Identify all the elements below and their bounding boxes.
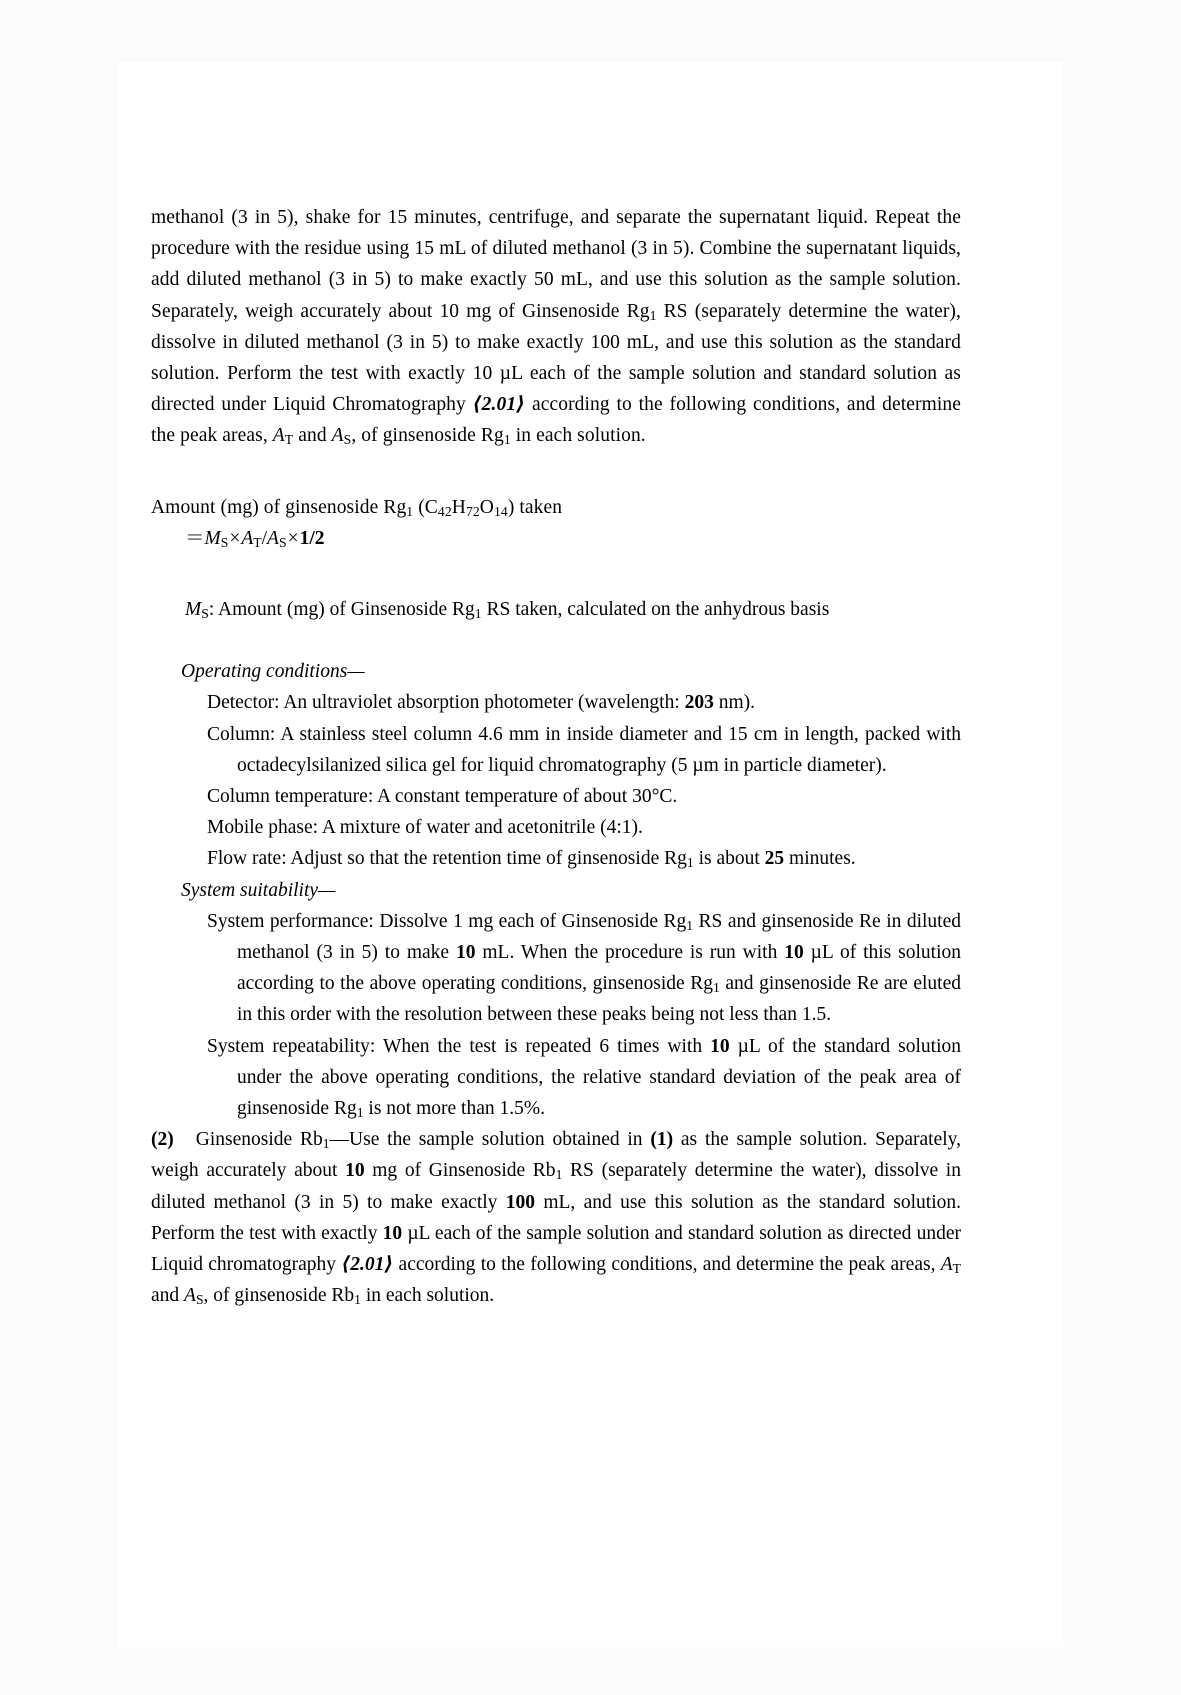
formula-equation: $=M_S\times A_T/A_S\times 1/2$	[185, 527, 325, 550]
page-margin-top	[0, 0, 1181, 62]
condition-column-temperature: Column temperature: A constant temperature of about 30°C.	[207, 786, 678, 808]
spacer	[151, 554, 961, 594]
page-margin-right	[1063, 0, 1181, 1695]
spacer	[151, 452, 961, 492]
page-margin-left	[0, 0, 118, 1695]
condition-mobile-phase: Mobile phase: A mixture of water and acetonitrile (4:1).	[207, 817, 643, 839]
suitability-system-repeatability: System repeatability: When the test is repeated 6 times with 10 µL of the standard solution under the above operating conditions, the relative standard deviation of the peak area of ginsenoside $Rg_1$ is not more than 1.5%.	[207, 1035, 961, 1121]
condition-detector: Detector: An ultraviolet absorption photometer (wavelength: 203 nm).	[207, 692, 756, 714]
text-column	[151, 202, 961, 1312]
intro-paragraph: methanol (3 in 5), shake for 15 minutes, centrifuge, and separate the supernatant liquid. Repeat the procedure with the residue using 15 mL of diluted methanol (3 in 5). Combine the supernatant liquids, add diluted methanol (3 in 5) to make exactly 50 mL, and use this solution as the sample solution. Separately, weigh accurately about 10 mg of Ginsenoside $Rg_1$ RS (separately determine the water), dissolve in diluted methanol (3 in 5) to make exactly 100 mL, and use this solution as the standard solution. Perform the test with exactly 10 µL each of the sample solution and standard solution as directed under Liquid Chromatography ⟨2.01⟩ according to the following conditions, and determine the peak areas, $A_T$ and $A_S$, of ginsenoside $Rg_1$ in each solution.	[151, 207, 962, 448]
condition-flow-rate: Flow rate: Adjust so that the retention time of ginsenoside $Rg_1$ is about 25 minutes.	[207, 848, 856, 871]
reference-2-01: ⟨2.01⟩	[472, 394, 526, 416]
spacer	[151, 625, 961, 656]
symbol-definition: $M_S$: Amount (mg) of Ginsenoside $Rg_1$ RS taken, calculated on the anhydrous basis	[185, 599, 830, 622]
system-suitability-heading: System suitability—	[181, 879, 336, 901]
reference-2-01-second: ⟨2.01⟩	[341, 1254, 394, 1276]
formula-title: Amount (mg) of ginsenoside $Rg_1$ $(C_{42}H_{72}O_{14})$ taken	[151, 496, 563, 519]
page-sheet	[118, 62, 1063, 1647]
suitability-system-performance: System performance: Dissolve 1 mg each of Ginsenoside $Rg_1$ RS and ginsenoside Re in diluted methanol (3 in 5) to make 10 mL. When the procedure is run with 10 µL of this solution according to the above operating conditions, ginsenoside $Rg_1$ and ginsenoside Re are eluted in this order with the resolution between these peaks being not less than 1.5.	[207, 910, 962, 1026]
section-two-number: (2)	[151, 1129, 174, 1151]
page-margin-bottom	[0, 1647, 1181, 1695]
condition-column: Column: A stainless steel column 4.6 mm in inside diameter and 15 cm in length, packed with octadecylsilanized silica gel for liquid chromatography (5 µm in particle diameter).	[207, 723, 961, 776]
section-two-paragraph: (2) Ginsenoside $Rb_1—Use$ the sample solution obtained in (1) as the sample solution. Separately, weigh accurately about 10 mg of Ginsenoside $Rb_1$ RS (separately determine the water), dissolve in diluted methanol (3 in 5) to make exactly 100 mL, and use this solution as the standard solution. Perform the test with exactly 10 µL each of the sample solution and standard solution as directed under Liquid chromatography ⟨2.01⟩ according to the following conditions, and determine the peak areas, $A_T$ and $A_S$, of ginsenoside $Rb_1$ in each solution.	[151, 1129, 962, 1308]
operating-conditions-heading: Operating conditions—	[181, 661, 365, 683]
